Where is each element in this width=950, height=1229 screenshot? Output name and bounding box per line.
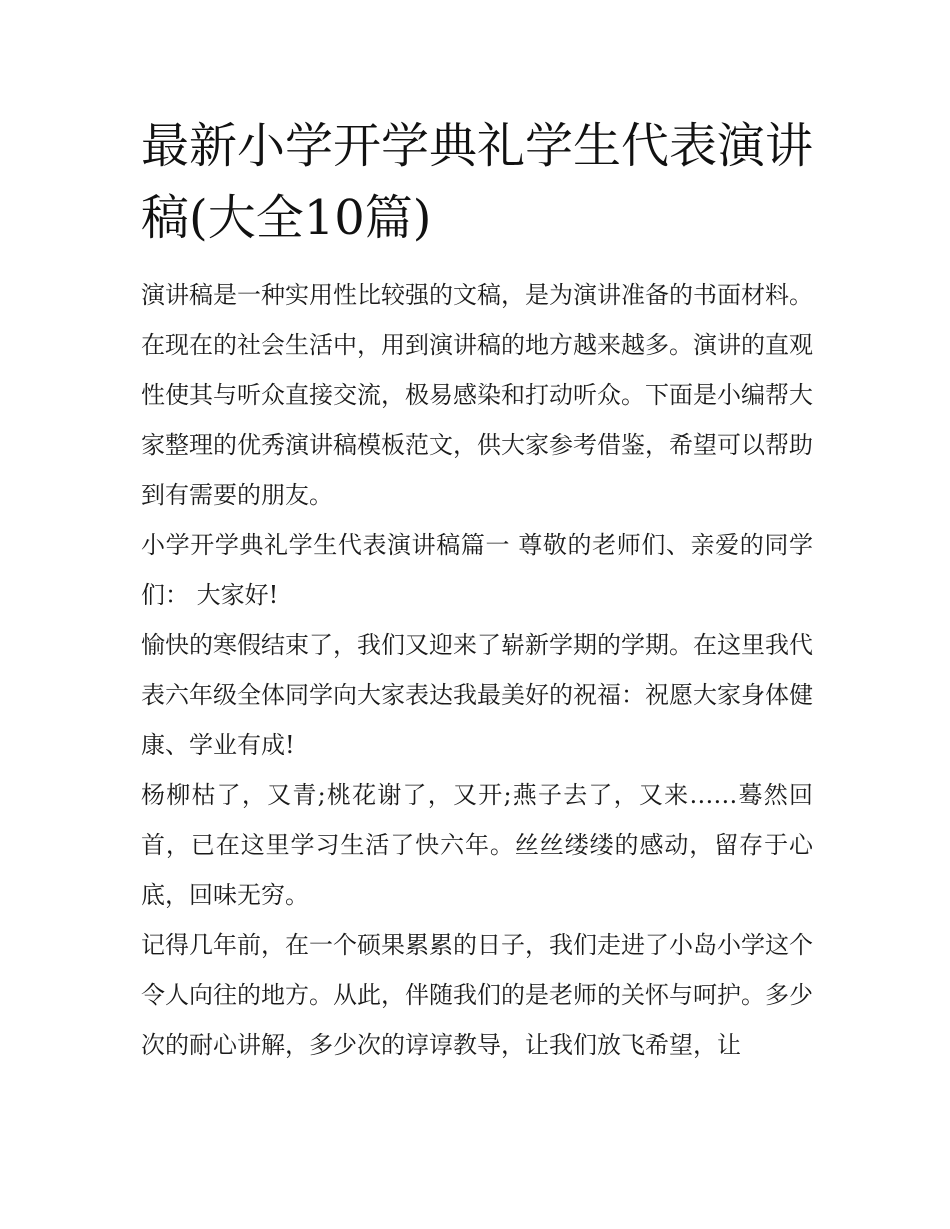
document-body — [141, 270, 813, 1070]
paragraph-intro: 演讲稿是一种实用性比较强的文稿，是为演讲准备的书面材料。在现在的社会生活中，用到演讲稿的地方越来越多。演讲的直观性使其与听众直接交流，极易感染和打动听众。下面是小编帮大家整理的优秀演讲稿模板范文，供大家参考借鉴，希望可以帮助到有需要的朋友。 — [141, 281, 813, 509]
document-page — [141, 110, 813, 1070]
paragraph-new-term: 愉快的寒假结束了，我们又迎来了崭新学期的学期。在这里我代表六年级全体同学向大家表达我最美好的祝福：祝愿大家身体健康、学业有成! — [141, 631, 813, 759]
paragraph-memory: 记得几年前，在一个硕果累累的日子，我们走进了小岛小学这个令人向往的地方。从此，伴随我们的是老师的关怀与呵护。多少次的耐心讲解，多少次的谆谆教导，让我们放飞希望，让 — [141, 931, 813, 1059]
paragraph-greeting: 小学开学典礼学生代表演讲稿篇一 尊敬的老师们、亲爱的同学们： 大家好! — [141, 531, 813, 609]
paragraph-reflection: 杨柳枯了，又青;桃花谢了，又开;燕子去了，又来……蓦然回首，已在这里学习生活了快六年。丝丝缕缕的感动，留存于心底，回味无穷。 — [141, 781, 813, 909]
document-title: 最新小学开学典礼学生代表演讲稿(大全10篇) — [141, 118, 814, 246]
